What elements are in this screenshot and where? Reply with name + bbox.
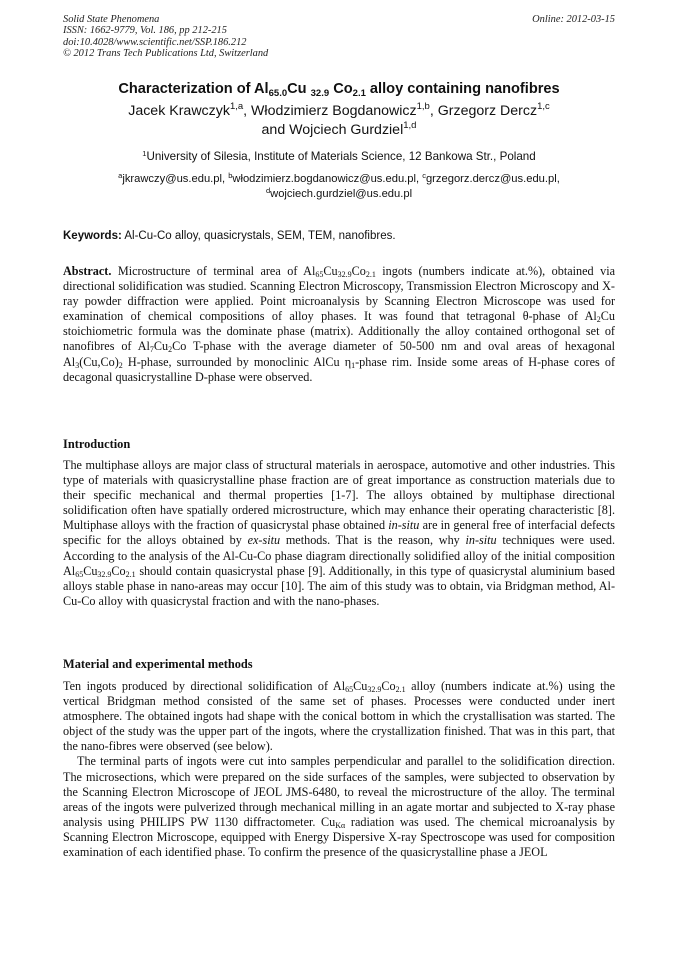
issn-line: ISSN: 1662-9779, Vol. 186, pp 212-215	[63, 25, 227, 37]
keywords-label: Keywords:	[63, 230, 122, 242]
author-emails: $^a$jkrawczy@us.edu.pl, $^b$włodzimierz.bogdanowicz@us.edu.pl, $^c$grzegorz.dercz@us.edu.pl, $^d$wojciech.gurdziel@us.edu.pl	[118, 171, 560, 200]
abstract: Abstract. Microstructure of terminal area of $Al_{65}Cu_{32.9}Co_{2.1}$ ingots (numbers indicate at.%), obtained via directional solidification was studied. Scanning Electron Microscopy, Transmission Electron Microscopy and X-ray powder diffraction were applied. Point microanalysis by Scanning Electron Microscope was used for examination of chemical compositions of alloy phases. It was found that tetragonal θ-phase of $Al_2Cu$ stoichiometric formula was the dominate phase (matrix). Additionally the alloy contained orthogonal set of nanofibres of $Al_7Cu_2Co$ T-phase with the average diameter of 50-500 nm and oval areas of hexagonal $Al_3(Cu,Co)_2$ H-phase, surrounded by monoclinic AlCu $\eta_1$-phase rim. Inside some areas of H-phase cores of decagonal quasicrystalline D-phase were observed.	[63, 264, 616, 384]
paper-title: Characterization of $Al_{65.0}Cu$ $_{32.9}$ $Co_{2.1}$ alloy containing nanofibres	[118, 81, 560, 99]
author-list: Jacek Krawczyk$^{1,a}$, Włodzimierz Bogdanowicz$^{1,b}$, Grzegorz Dercz$^{1,c}$ and Wojciech Gurdziel$^{1,d}$	[128, 101, 550, 138]
author-name: , Grzegorz Dercz	[429, 103, 538, 119]
copyright-line: © 2012 Trans Tech Publications Ltd, Switzerland	[63, 48, 269, 60]
section-heading-methods: Material and experimental methods	[63, 657, 253, 671]
author-name: and Wojciech Gurdziel	[261, 121, 404, 138]
section-heading-introduction: Introduction	[63, 437, 131, 451]
email-link: wojciech.gurdziel@us.edu.pl	[270, 187, 413, 200]
introduction-paragraph: The multiphase alloys are major class of structural materials in aerospace, automotive and other industries. This type of materials with quasicrystalline phase fraction are of great importance as construction materials due to their specific mechanical and thermal properties [1-7]. The alloys obtained by multiphase directional solidification often have spatially ordered microstructure, which may enhance their operating characteristic [8]. Multiphase alloys with the fraction of quasicrystal phase obtained in-situ are in general free of interfacial defects specific for the alloys obtained by ex-situ methods. That is the reason, why in-situ techniques were used. According to the analysis of the Al-Cu-Co phase diagram directionally solidified alloy of the initial composition $Al_{65}Cu_{32.9}Co_{2.1}$ should contain quasicrystal phase [9]. Additionally, in this type of quasicrystal aluminium based alloys stable phase in nano-areas may occur [10]. The aim of this study was to obtain, via Bridgman method, Al-Cu-Co alloy with quasicrystal fraction and with the nano-phases.	[63, 458, 616, 608]
journal-name: Solid State Phenomena	[63, 14, 160, 25]
methods-section	[63, 679, 615, 860]
abstract-label: Abstract.	[63, 264, 112, 278]
methods-paragraph: The terminal parts of ingots were cut into samples perpendicular and parallel to the solidification direction. The microsections, which were prepared on the side surfaces of the samples, were subjected to observation by the Scanning Electron Microscope of JEOL JMS-6480, to reveal the microstructure of the alloy. The terminal areas of the ingots were pulverized through mechanical milling in an agate mortar and subjected to X-ray phase analysis using PHILIPS PW 1130 diffractometer. $Cu_{K\alpha}$ radiation was used. The chemical microanalysis by Scanning Electron Microscope, equipped with Energy Dispersive X-ray Spectroscope was used for composition examination of each identified phase. To confirm the presence of the quasicrystalline phase a JEOL	[63, 754, 615, 860]
methods-paragraph: Ten ingots produced by directional solidification of $Al_{65}Cu_{32.9}Co_{2.1}$ alloy (numbers indicate at.%) using the vertical Bridgman method consisted of the same set of phases. Processes were conducted under inert atmosphere. The obtained ingots had shape with the conical bottom in which the crystallisation was started. The object of the study was the upper part of the ingots, where the crystallization finished. That was in this part, that the nano-fibres were observed (see below).	[63, 679, 615, 754]
affiliation: $^1$University of Silesia, Institute of Materials Science, 12 Bankowa Str., Poland	[142, 149, 536, 163]
email-link: grzegorz.dercz@us.edu.pl,	[425, 173, 560, 185]
keywords: Keywords: Al-Cu-Co alloy, quasicrystals, SEM, TEM, nanofibres.	[63, 230, 396, 242]
author-name: Jacek Krawczyk	[128, 103, 230, 119]
journal-meta	[63, 14, 268, 60]
online-date: Online: 2012-03-15	[532, 14, 615, 25]
author-name: , Włodzimierz Bogdanowicz	[243, 103, 417, 119]
email-link: włodzimierz.bogdanowicz@us.edu.pl,	[232, 173, 423, 185]
email-link: jkrawczy@us.edu.pl,	[122, 173, 229, 185]
doi-line: doi:10.4028/www.scientific.net/SSP.186.212	[63, 36, 247, 48]
